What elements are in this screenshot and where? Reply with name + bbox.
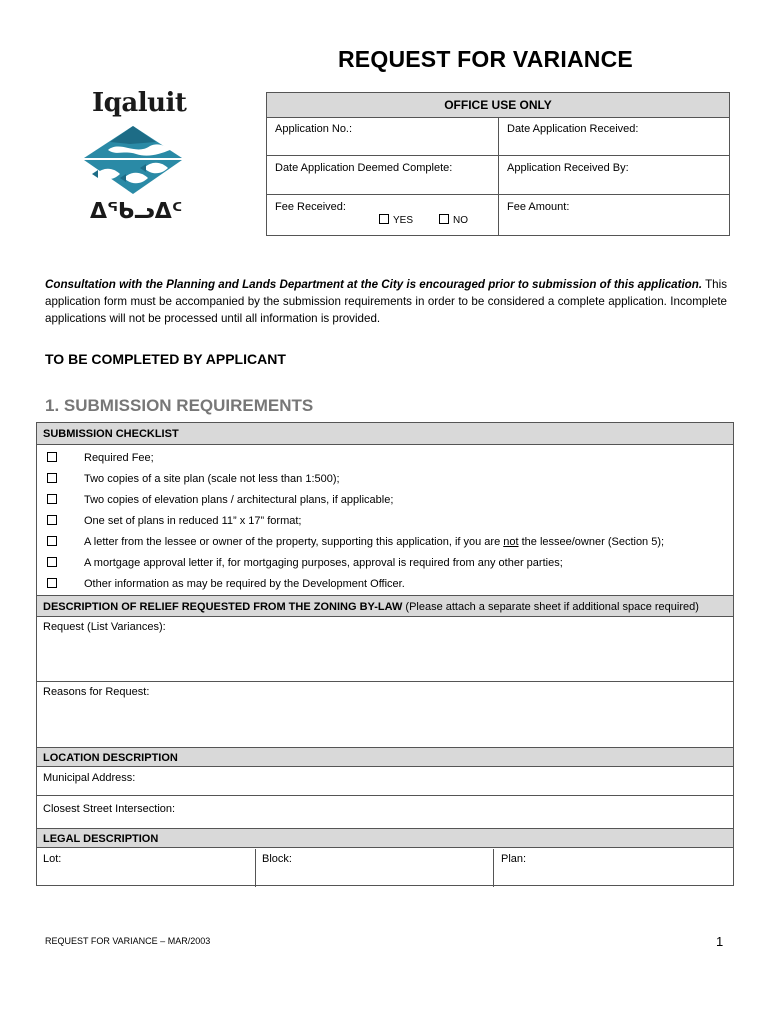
street-intersection-field[interactable]: Closest Street Intersection:	[37, 795, 733, 828]
checkbox-icon[interactable]	[47, 473, 57, 483]
checkbox-icon[interactable]	[47, 494, 57, 504]
city-logo	[80, 88, 186, 230]
checklist-item-text: Required Fee;	[84, 452, 154, 464]
location-heading: LOCATION DESCRIPTION	[37, 747, 733, 767]
checklist-item-text: Two copies of a site plan (scale not less than 1:500);	[84, 473, 340, 485]
block-field[interactable]: Block:	[262, 853, 292, 865]
municipal-address-field[interactable]: Municipal Address:	[43, 772, 136, 784]
logo-syllabics: ᐃᖃᓗᐃᑦ	[90, 198, 183, 223]
fee-yes-option[interactable]	[379, 214, 413, 226]
reasons-field[interactable]: Reasons for Request:	[37, 681, 733, 743]
iqaluit-logo-icon	[80, 122, 186, 202]
lot-field[interactable]: Lot:	[43, 853, 62, 865]
applicant-heading: TO BE COMPLETED BY APPLICANT	[45, 351, 286, 367]
submission-form	[36, 422, 734, 886]
checkbox-icon[interactable]	[47, 536, 57, 546]
lessee-text-after: the lessee/owner (Section 5);	[518, 536, 665, 548]
document-title: REQUEST FOR VARIANCE	[338, 46, 633, 72]
intro-paragraph	[45, 276, 727, 327]
received-by-field[interactable]: Application Received By:	[507, 162, 629, 174]
relief-note: (Please attach a separate sheet if additional space required)	[402, 601, 699, 613]
lessee-text-before: A letter from the lessee or owner of the property, supporting this application, if you are	[84, 536, 504, 548]
logo-wordmark: Iqaluit	[92, 88, 187, 118]
section-1-heading: 1. SUBMISSION REQUIREMENTS	[45, 396, 314, 415]
checklist-item-text	[84, 536, 664, 548]
office-use-heading: OFFICE USE ONLY	[267, 93, 729, 118]
checkbox-icon[interactable]	[47, 515, 57, 525]
plan-field[interactable]: Plan:	[501, 853, 527, 865]
checklist-heading: SUBMISSION CHECKLIST	[37, 423, 733, 445]
relief-heading	[37, 595, 733, 617]
legal-fields-row	[37, 849, 733, 885]
legal-heading: LEGAL DESCRIPTION	[37, 828, 733, 848]
office-use-table	[266, 92, 730, 236]
checklist-item-text: One set of plans in reduced 11” x 17” format;	[84, 515, 302, 527]
checkbox-icon[interactable]	[47, 557, 57, 567]
yes-label: YES	[393, 215, 414, 226]
checkbox-icon[interactable]	[47, 452, 57, 462]
fee-amount-field[interactable]: Fee Amount:	[507, 201, 570, 213]
fee-received-label: Fee Received:	[275, 201, 346, 213]
relief-heading-text: DESCRIPTION OF RELIEF REQUESTED FROM THE ZONING BY-LAW	[43, 601, 403, 613]
checkbox-icon[interactable]	[47, 578, 57, 588]
intro-body: This application form must be accompanied by the submission requirements in order to be considered a complete application. Incomplete applications will not be processed until all information is provided.	[45, 278, 727, 325]
fee-no-option[interactable]	[439, 214, 468, 226]
checkbox-icon[interactable]	[379, 214, 389, 224]
date-complete-field[interactable]: Date Application Deemed Complete:	[275, 162, 453, 174]
checklist-item-text: Other information as may be required by the Development Officer.	[84, 578, 405, 590]
page-number: 1	[716, 934, 724, 949]
date-received-field[interactable]: Date Application Received:	[507, 123, 639, 135]
footer-label: REQUEST FOR VARIANCE – MAR/2003	[45, 936, 211, 946]
no-label: NO	[453, 215, 468, 226]
checklist-item-text: A mortgage approval letter if, for mortgaging purposes, approval is required from any other parties;	[84, 557, 563, 569]
application-no-field[interactable]: Application No.:	[275, 123, 353, 135]
lessee-text-underlined: not	[503, 536, 519, 548]
request-variances-field[interactable]: Request (List Variances):	[43, 621, 166, 633]
checklist-item-text: Two copies of elevation plans / architectural plans, if applicable;	[84, 494, 394, 506]
intro-emphasis: Consultation with the Planning and Lands Department at the City is encouraged prior to submission of this application.	[45, 278, 703, 291]
checkbox-icon[interactable]	[439, 214, 449, 224]
